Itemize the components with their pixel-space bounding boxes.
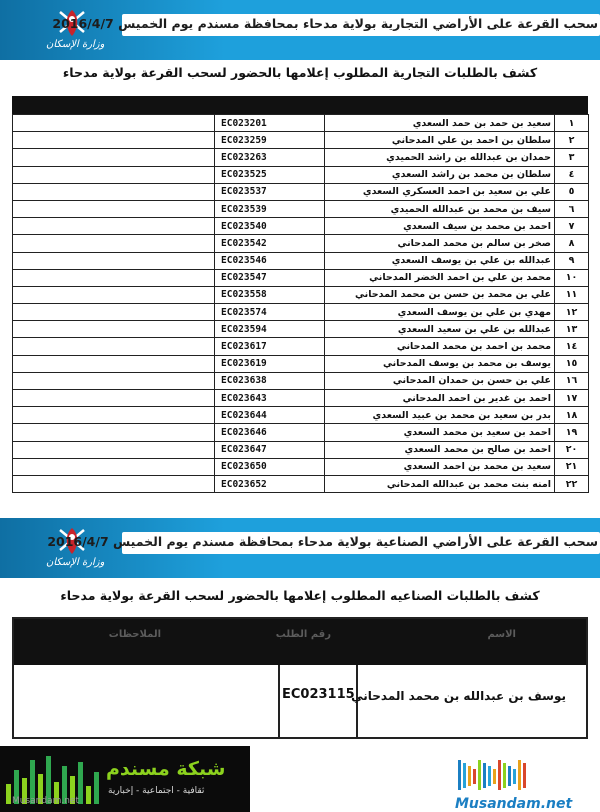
industrial-list-title: كشف بالطلبات الصناعيه المطلوب إعلامها بالحضور لسحب القرعة بولاية مدحاء [60, 588, 540, 603]
logo-stripe [488, 766, 491, 786]
notes-cell [13, 286, 215, 303]
table-row [13, 458, 589, 475]
table-row [13, 269, 589, 286]
logo-stripe [478, 760, 481, 790]
column-header-notes: الملاحظات [108, 629, 161, 640]
row-number: ١٣ [555, 321, 589, 338]
application-code: EC023574 [215, 304, 325, 321]
logo-stripe [468, 766, 471, 786]
ministry-logo-text: وزارة الإسكان [46, 557, 105, 568]
notes-cell [13, 200, 215, 217]
notes-cell [13, 115, 215, 132]
commercial-list-title: كشف بالطلبات التجارية المطلوب إعلامها بالحضور لسحب القرعة بولاية مدحاء [62, 65, 538, 80]
table-header [14, 619, 586, 665]
logo-stripe [523, 763, 526, 788]
row-number: ٥ [555, 183, 589, 200]
row-number: ١٩ [555, 424, 589, 441]
table-row [13, 441, 589, 458]
table-row [13, 149, 589, 166]
table-row [13, 424, 589, 441]
applicant-name: عبدالله بن علي بن سعيد السعدي [325, 321, 555, 338]
application-code: EC023115 [282, 687, 355, 702]
application-code: EC023594 [215, 321, 325, 338]
banner-title: سحب القرعة على الأراضي التجارية بولاية مدحاء بمحافظة مسندم يوم الخميس 2016/4/7 [52, 16, 598, 31]
applicant-name: سلطان بن احمد بن علي المدحاني [325, 132, 555, 149]
application-code: EC023537 [215, 183, 325, 200]
notes-cell [13, 252, 215, 269]
logo-stripe [458, 760, 461, 790]
application-code: EC023525 [215, 166, 325, 183]
applicant-name: علي بن سعيد بن احمد العسكري السعدي [325, 183, 555, 200]
logo-stripe [463, 763, 466, 788]
application-code: EC023619 [215, 355, 325, 372]
notes-cell [13, 338, 215, 355]
table-row [14, 665, 586, 737]
equalizer-bar [94, 772, 99, 804]
application-code: EC023259 [215, 132, 325, 149]
notes-cell [13, 458, 215, 475]
row-number: ١٧ [555, 390, 589, 407]
site-link[interactable]: Musandam.net [455, 796, 573, 812]
application-code: EC023540 [215, 218, 325, 235]
table-row [13, 235, 589, 252]
row-number: ٦ [555, 200, 589, 217]
application-code: EC023644 [215, 407, 325, 424]
notes-cell [13, 235, 215, 252]
applicant-name: محمد بن احمد بن محمد المدحاني [325, 338, 555, 355]
logo-stripe [508, 766, 511, 786]
column-header-name: الاسم [487, 629, 516, 640]
notes-cell [13, 269, 215, 286]
table-row [13, 252, 589, 269]
notes-cell [13, 424, 215, 441]
row-number: ١٥ [555, 355, 589, 372]
notes-cell [13, 304, 215, 321]
applicant-name: يوسف بن محمد بن يوسف المدحاني [325, 355, 555, 372]
table-row [13, 132, 589, 149]
table-row [13, 321, 589, 338]
applicant-name: احمد بن محمد بن سيف السعدي [325, 218, 555, 235]
notes-cell [13, 355, 215, 372]
applicant-name: عبدالله بن علي بن يوسف السعدي [325, 252, 555, 269]
notes-cell [13, 183, 215, 200]
table-row [13, 390, 589, 407]
notes-cell [13, 218, 215, 235]
equalizer-bar [86, 786, 91, 804]
table-row [13, 304, 589, 321]
industrial-banner [0, 518, 600, 578]
logo-stripe [493, 769, 496, 784]
industrial-table [12, 617, 588, 739]
row-number: ١ [555, 115, 589, 132]
application-code: EC023652 [215, 475, 325, 492]
logo-stripe [503, 763, 506, 788]
notes-cell [13, 390, 215, 407]
logo-stripe [518, 760, 521, 790]
applicant-name: سعيد بن حمد بن حمد السعدي [325, 115, 555, 132]
table-header [12, 96, 588, 114]
network-url: Musandam.net [12, 796, 80, 806]
row-number: ٢١ [555, 458, 589, 475]
row-number: ٩ [555, 252, 589, 269]
application-code: EC023539 [215, 200, 325, 217]
application-code: EC023201 [215, 115, 325, 132]
applicant-name: صخر بن سالم بن محمد المدحاني [325, 235, 555, 252]
column-header-code: رقم الطلب [275, 629, 331, 640]
table-row [13, 475, 589, 492]
table-row [13, 338, 589, 355]
logo-stripe [473, 769, 476, 784]
notes-cell [13, 407, 215, 424]
applicant-name: يوسف بن عبدالله بن محمد المدحاني [351, 689, 566, 703]
application-code: EC023263 [215, 149, 325, 166]
table-row [13, 355, 589, 372]
applicant-name: علي بن حسن بن حمدان المدحاني [325, 372, 555, 389]
application-code: EC023617 [215, 338, 325, 355]
row-number: ١٨ [555, 407, 589, 424]
notes-cell [13, 166, 215, 183]
notes-cell [13, 149, 215, 166]
applicant-name: سلطان بن محمد بن راشد السعدي [325, 166, 555, 183]
row-number: ٧ [555, 218, 589, 235]
notes-cell [13, 475, 215, 492]
table-row [13, 166, 589, 183]
equalizer-bar [6, 784, 11, 804]
application-code: EC023558 [215, 286, 325, 303]
table-row [13, 372, 589, 389]
row-number: ٢٠ [555, 441, 589, 458]
network-banner [0, 746, 250, 812]
applicant-name: سيف بن محمد بن عبدالله الحميدي [325, 200, 555, 217]
application-code: EC023650 [215, 458, 325, 475]
table-row [13, 407, 589, 424]
application-code: EC023542 [215, 235, 325, 252]
row-number: ٨ [555, 235, 589, 252]
network-name: شبكة مسندم [106, 758, 226, 780]
row-number: ١٤ [555, 338, 589, 355]
commercial-table [12, 114, 589, 493]
ministry-logo-text: وزارة الإسكان [46, 39, 105, 50]
row-number: ٤ [555, 166, 589, 183]
row-number: ٣ [555, 149, 589, 166]
footer [0, 744, 600, 812]
applicant-name: احمد بن صالح بن محمد السعدي [325, 441, 555, 458]
table-row [13, 200, 589, 217]
table-row [13, 183, 589, 200]
applicant-name: سعيد بن محمد بن احمد السعدي [325, 458, 555, 475]
applicant-name: محمد بن علي بن احمد الخضر المدحاني [325, 269, 555, 286]
applicant-name: بدر بن سعيد بن محمد بن عبيد السعدي [325, 407, 555, 424]
notes-cell [13, 372, 215, 389]
notes-cell [13, 321, 215, 338]
row-number: ١١ [555, 286, 589, 303]
notes-cell [13, 132, 215, 149]
row-number: ١٠ [555, 269, 589, 286]
logo-stripe [513, 769, 516, 784]
notes-cell [13, 441, 215, 458]
application-code: EC023646 [215, 424, 325, 441]
application-code: EC023546 [215, 252, 325, 269]
network-tagline: ثقافية - اجتماعية - إخبارية [108, 786, 205, 796]
row-number: ٢ [555, 132, 589, 149]
applicant-name: احمد بن غدير بن احمد المدحاني [325, 390, 555, 407]
table-row [13, 115, 589, 132]
application-code: EC023638 [215, 372, 325, 389]
applicant-name: مهدي بن علي بن يوسف السعدي [325, 304, 555, 321]
row-number: ١٦ [555, 372, 589, 389]
logo-stripe [483, 763, 486, 788]
application-code: EC023643 [215, 390, 325, 407]
application-code: EC023547 [215, 269, 325, 286]
table-row [13, 218, 589, 235]
logo-stripe [498, 760, 501, 790]
applicant-name: حمدان بن عبدالله بن راشد الحميدي [325, 149, 555, 166]
row-number: ٢٢ [555, 475, 589, 492]
top-banner [0, 0, 600, 60]
musandam-logo-icon [440, 754, 540, 798]
table-row [13, 286, 589, 303]
application-code: EC023647 [215, 441, 325, 458]
applicant-name: امنه بنت محمد بن عبدالله المدحاني [325, 475, 555, 492]
applicant-name: علي بن محمد بن حسن بن محمد المدحاني [325, 286, 555, 303]
applicant-name: احمد بن سعيد بن محمد السعدي [325, 424, 555, 441]
row-number: ١٢ [555, 304, 589, 321]
banner-title: سحب القرعة على الأراضي الصناعية بولاية مدحاء بمحافظة مسندم يوم الخميس 2016/4/7 [47, 534, 598, 549]
